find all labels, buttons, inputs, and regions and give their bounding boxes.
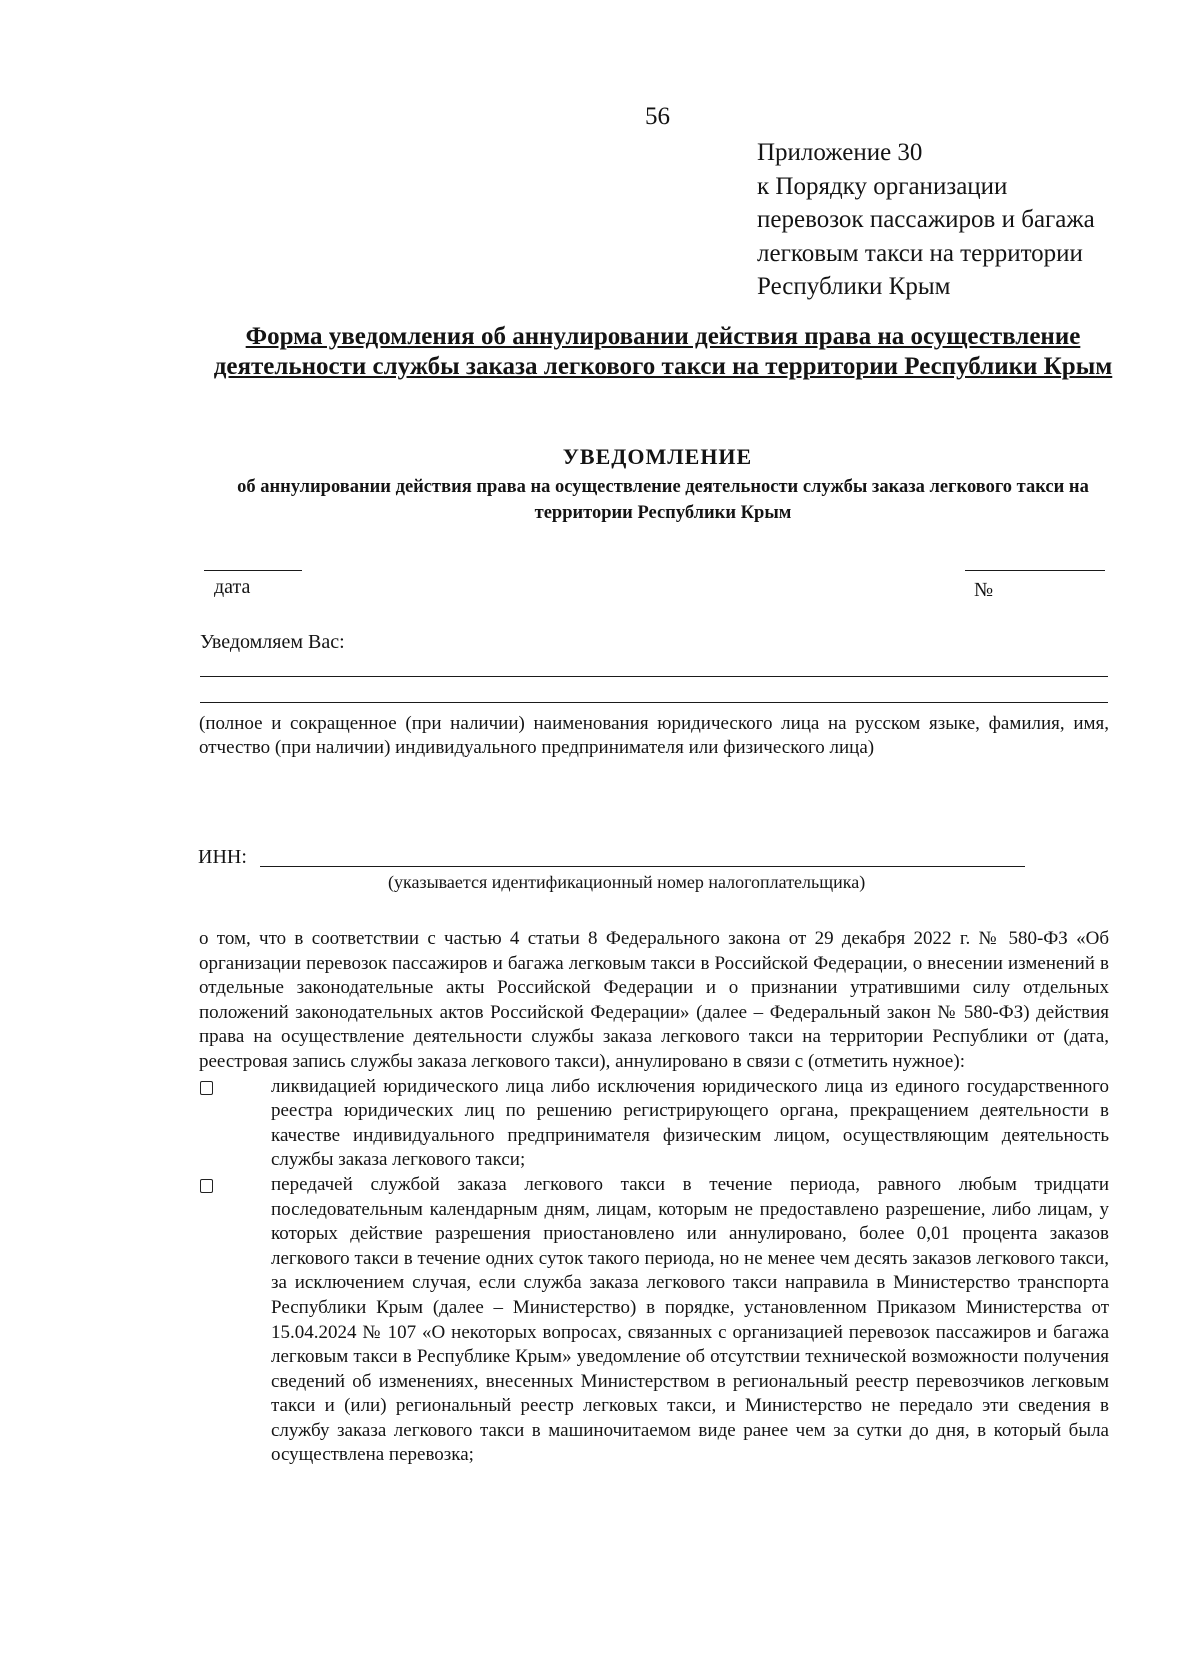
notice-heading: УВЕДОМЛЕНИЕ — [562, 444, 753, 469]
page-number: 56 — [645, 103, 670, 130]
number-blank-line[interactable] — [965, 570, 1105, 571]
inn-label: ИНН: — [198, 846, 247, 868]
inn-blank-line[interactable] — [260, 866, 1025, 867]
number-label: № — [974, 579, 994, 601]
date-label: дата — [214, 576, 251, 598]
option-text: ликвидацией юридического лица либо исключения юридического лица из единого государственного реестра юридических лиц по решению регистрирующего органа, прекращением деятельности в качестве индивидуального предпринимателя физическим лицом, осуществляющим деятельность службы заказа легкового такси; — [271, 1075, 1109, 1171]
form-title: Форма уведомления об аннулировании действия права на осуществление деятельности службы заказа легкового такси на территории Республики Крым — [213, 323, 1113, 380]
notice-subheading: об аннулировании действия права на осуществление деятельности службы заказа легкового такси на территории Республики Крым — [237, 477, 1089, 523]
checkbox-icon[interactable] — [200, 1179, 213, 1193]
appendix-line: Приложение 30 — [757, 139, 923, 166]
inn-caption: (указывается идентификационный номер налогоплательщика) — [388, 872, 866, 892]
appendix-line: Республики Крым — [757, 273, 951, 300]
appendix-line: к Порядку организации — [757, 172, 1008, 200]
notify-label: Уведомляем Вас: — [200, 631, 345, 653]
body-intro: о том, что в соответствии с частью 4 статьи 8 Федерального закона от 29 декабря 2022 г. № 580-ФЗ «Об организации перевозок пассажиров и багажа легковым такси в Российской Федерации, о внесении изменений в отдельные законодательные акты Российской Федерации и о признании утратившими силу отдельных положений законодательных актов Российской Федерации» (далее – Федеральный закон № 580-ФЗ) действия права на осуществление деятельности службы заказа легкового такси на территории Республики от (дата, реестровая запись службы заказа легкового такси), аннулировано в связи с (отметить нужное): — [199, 928, 1109, 1072]
entity-blank-line-1[interactable] — [200, 676, 1108, 677]
appendix-line: легковым такси на территории — [757, 239, 1083, 267]
checkbox-icon[interactable] — [200, 1081, 213, 1095]
entity-blank-line-2[interactable] — [200, 702, 1108, 703]
notice-body — [199, 927, 1109, 1468]
appendix-block — [757, 136, 1095, 304]
entity-caption: (полное и сокращенное (при наличии) наименования юридического лица на русском языке, фамилия, имя, отчество (при наличии) индивидуального предпринимателя или физического лица) — [199, 713, 1109, 758]
option-item — [199, 1075, 1109, 1173]
appendix-line: перевозок пассажиров и багажа — [757, 206, 1095, 233]
option-text: передачей службой заказа легкового такси в течение периода, равного любым тридцати последовательным календарным дням, лицам, которым не предоставлено разрешение, либо лицам, у которых действие разрешения приостановлено или аннулировано, более 0,01 процента заказов легкового такси в течение одних суток такого периода, но не менее чем десять заказов легкового такси, за исключением случая, если служба заказа легкового такси направила в Министерство транспорта Республики Крым (далее – Министерство) в порядке, установленном Приказом Министерства от 15.04.2024 № 107 «О некоторых вопросах, связанных с организацией перевозок пассажиров и багажа легковым такси в Республике Крым» уведомление об отсутствии технической возможности получения сведений об изменениях, внесенных Министерством в региональный реестр перевозчиков легковым такси и (или) региональный реестр легковых такси, и Министерство не передало эти сведения в службу заказа легкового такси в машиночитаемом виде ранее чем за сутки до дня, в который была осуществлена перевозка; — [271, 1173, 1109, 1466]
date-blank-line[interactable] — [204, 570, 302, 571]
option-item — [199, 1173, 1109, 1468]
